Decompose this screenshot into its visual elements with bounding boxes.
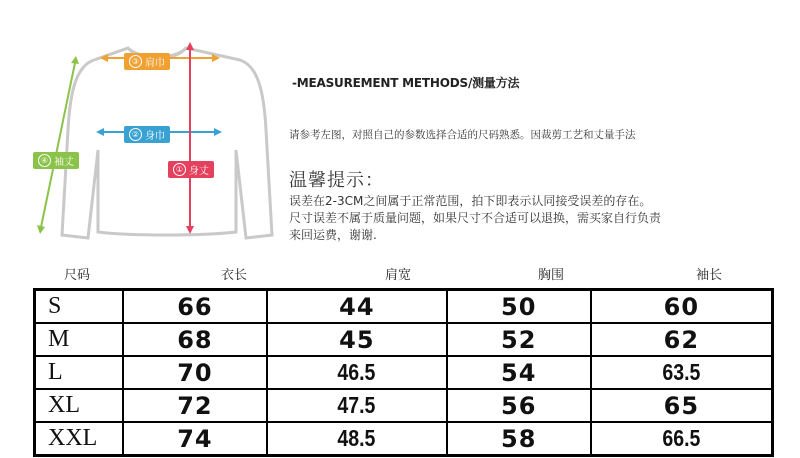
chest-number: ② — [129, 128, 142, 141]
shoulder-cell — [267, 389, 447, 422]
notice-line: 尺寸误差不属于质量问题，如果尺寸不合适可以退换，需买家自行负责 — [289, 211, 662, 225]
table-row — [35, 290, 773, 324]
sleeve-text: 袖丈 — [54, 157, 74, 168]
header-shoulder: 肩宽 — [385, 268, 412, 283]
size-table-header — [0, 264, 800, 284]
sleeve-value: 60 — [663, 292, 700, 321]
size-table — [33, 288, 774, 457]
length-cell — [123, 356, 267, 389]
chest-text: 身巾 — [145, 131, 165, 142]
shoulder-value: 44 — [339, 292, 375, 321]
header-sleeve: 袖长 — [696, 268, 723, 283]
table-row — [35, 323, 773, 356]
length-cell — [123, 389, 267, 422]
header-length: 衣长 — [221, 268, 248, 283]
notice-body — [289, 193, 769, 244]
length-cell — [123, 290, 267, 324]
shoulder-value: 46.5 — [337, 359, 376, 385]
shoulder-value: 48.5 — [337, 425, 376, 451]
chest-value: 54 — [501, 358, 537, 387]
size-cell: L — [35, 356, 124, 389]
sleeve-cell — [591, 290, 773, 324]
chest-cell — [447, 356, 591, 389]
size-cell: M — [35, 323, 124, 356]
table-row — [35, 422, 773, 456]
shoulder-value: 47.5 — [337, 392, 376, 418]
shirt-measurement-diagram — [0, 0, 290, 262]
sleeve-cell — [591, 356, 773, 389]
length-text: 身丈 — [189, 166, 209, 177]
header-chest: 胸围 — [538, 268, 565, 283]
chest-cell — [447, 422, 591, 456]
measurement-methods-description: 请参考左图，对照自己的参数选择合适的尺码熟悉。因裁剪工艺和丈量手法 — [289, 129, 636, 141]
length-cell — [123, 422, 267, 456]
sleeve-cell — [591, 389, 773, 422]
size-cell: XXL — [35, 422, 124, 456]
sleeve-cell — [591, 422, 773, 456]
shoulder-cell — [267, 422, 447, 456]
length-value: 70 — [177, 358, 213, 387]
chest-value: 56 — [501, 391, 537, 420]
measurement-methods-title: -MEASUREMENT METHODS/测量方法 — [292, 76, 520, 90]
chest-cell — [447, 290, 591, 324]
length-number: ① — [173, 163, 186, 176]
length-value: 74 — [177, 424, 213, 453]
table-row — [35, 389, 773, 422]
shoulder-number: ③ — [129, 55, 142, 68]
length-value: 68 — [177, 325, 213, 354]
chest-cell — [447, 389, 591, 422]
notice-line: 来回运费，谢谢. — [289, 228, 377, 242]
chest-value: 50 — [501, 292, 537, 321]
sleeve-number: ④ — [38, 154, 51, 167]
shoulder-value: 45 — [339, 325, 375, 354]
sleeve-value: 65 — [663, 391, 700, 420]
sleeve-cell — [591, 323, 773, 356]
shoulder-text: 肩巾 — [145, 58, 165, 69]
sleeve-value: 62 — [663, 325, 700, 354]
shoulder-cell — [267, 323, 447, 356]
chest-value: 52 — [501, 325, 537, 354]
notice-title: 温馨提示： — [289, 170, 384, 191]
size-cell: XL — [35, 389, 124, 422]
shoulder-cell — [267, 356, 447, 389]
chest-width-label — [124, 126, 170, 143]
length-value: 66 — [177, 292, 213, 321]
sleeve-length-label — [33, 152, 79, 169]
length-value: 72 — [177, 391, 213, 420]
length-cell — [123, 323, 267, 356]
shoulder-cell — [267, 290, 447, 324]
size-cell: S — [35, 290, 124, 324]
table-row — [35, 356, 773, 389]
sleeve-value: 66.5 — [662, 425, 701, 451]
shoulder-width-label — [124, 53, 170, 70]
sleeve-value: 63.5 — [662, 359, 701, 385]
notice-line: 误差在2-3CM之间属于正常范围，拍下即表示认同接受误差的存在。 — [289, 194, 652, 208]
chest-cell — [447, 323, 591, 356]
header-size: 尺码 — [64, 268, 91, 283]
body-length-label — [168, 161, 214, 178]
chest-value: 58 — [501, 424, 537, 453]
